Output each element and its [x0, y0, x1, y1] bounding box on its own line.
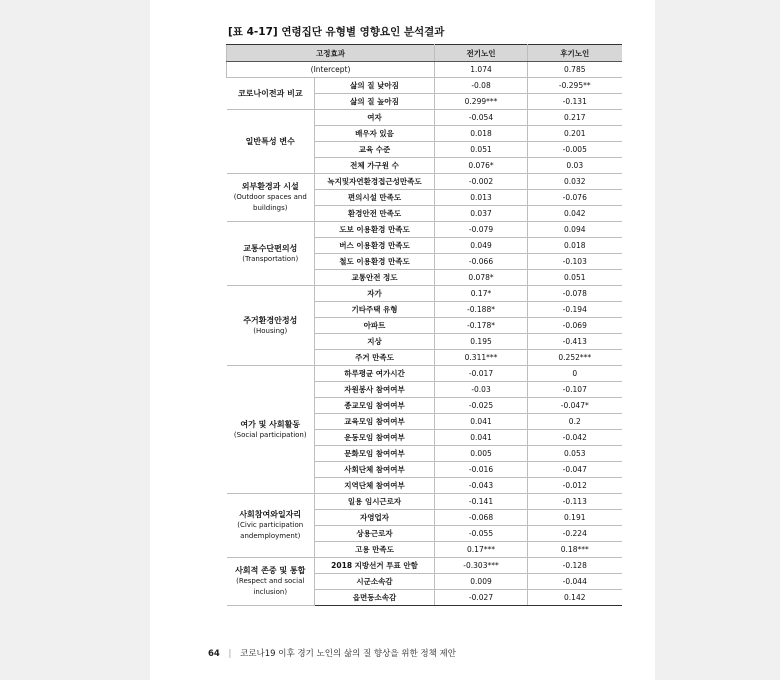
coefficient-late: 0.201: [528, 126, 622, 142]
coefficient-late: -0.069: [528, 318, 622, 334]
variable-label: 도보 이용환경 만족도: [315, 222, 435, 238]
table-row: [227, 110, 622, 126]
coefficient-early: -0.188*: [435, 302, 528, 318]
variable-label: 철도 이용환경 만족도: [315, 254, 435, 270]
coefficient-early: -0.016: [435, 462, 528, 478]
table-header-row: [227, 45, 622, 62]
coefficient-late: -0.047*: [528, 398, 622, 414]
variable-label: 2018 지방선거 투표 안함: [315, 558, 435, 574]
page-number: 64: [208, 649, 220, 659]
coefficient-early: 0.018: [435, 126, 528, 142]
category-name: 일반특성 변수: [245, 137, 295, 146]
coefficient-late: 0.032: [528, 174, 622, 190]
document-page: [150, 0, 655, 680]
category-name: 사회적 존중 및 통합: [235, 566, 306, 575]
variable-label: 자가: [315, 286, 435, 302]
footer-separator: |: [228, 649, 232, 659]
coefficient-early: -0.002: [435, 174, 528, 190]
variable-label: 시군소속감: [315, 574, 435, 590]
category-english-name: (Housing): [253, 326, 288, 335]
table-row: [227, 174, 622, 190]
coefficient-early: 0.078*: [435, 270, 528, 286]
coefficient-late: -0.128: [528, 558, 622, 574]
intercept-value-late: 0.785: [528, 62, 622, 78]
category-name: 외부환경과 시설: [241, 182, 299, 191]
coefficient-early: -0.178*: [435, 318, 528, 334]
variable-label: 상용근로자: [315, 526, 435, 542]
coefficient-early: -0.043: [435, 478, 528, 494]
category-name: 사회참여와일자리: [239, 510, 302, 519]
category-cell: [227, 286, 315, 366]
variable-label: 읍면동소속감: [315, 590, 435, 606]
coefficient-early: 0.311***: [435, 350, 528, 366]
variable-label: 편의시설 만족도: [315, 190, 435, 206]
coefficient-late: -0.103: [528, 254, 622, 270]
variable-label: 환경안전 만족도: [315, 206, 435, 222]
coefficient-early: 0.299***: [435, 94, 528, 110]
category-cell: [227, 110, 315, 174]
variable-label: 자원봉사 참여여부: [315, 382, 435, 398]
coefficient-late: 0.018: [528, 238, 622, 254]
coefficient-late: 0.217: [528, 110, 622, 126]
coefficient-early: 0.041: [435, 430, 528, 446]
variable-label: 교육 수준: [315, 142, 435, 158]
coefficient-early: 0.041: [435, 414, 528, 430]
coefficient-late: 0.191: [528, 510, 622, 526]
coefficient-early: 0.17*: [435, 286, 528, 302]
coefficient-late: -0.076: [528, 190, 622, 206]
coefficient-late: 0: [528, 366, 622, 382]
coefficient-early: -0.017: [435, 366, 528, 382]
coefficient-late: 0.042: [528, 206, 622, 222]
variable-label: 아파트: [315, 318, 435, 334]
variable-label: 일용 임시근로자: [315, 494, 435, 510]
category-english-name: (Civic participation andemployment): [237, 521, 304, 540]
coefficient-late: -0.113: [528, 494, 622, 510]
variable-label: 녹지및자연환경접근성만족도: [315, 174, 435, 190]
variable-label: 자영업자: [315, 510, 435, 526]
coefficient-early: -0.054: [435, 110, 528, 126]
variable-label: 삶의 질 높아짐: [315, 94, 435, 110]
variable-label: 주거 만족도: [315, 350, 435, 366]
variable-label: 여자: [315, 110, 435, 126]
coefficient-early: 0.051: [435, 142, 528, 158]
category-name: 코로나이전과 비교: [237, 89, 303, 98]
category-cell: [227, 558, 315, 606]
header-late-elderly: 후기노인: [528, 45, 622, 62]
coefficient-early: 0.195: [435, 334, 528, 350]
coefficient-early: -0.066: [435, 254, 528, 270]
coefficient-late: -0.224: [528, 526, 622, 542]
coefficient-early: 0.005: [435, 446, 528, 462]
category-english-name: (Transportation): [242, 254, 299, 263]
coefficient-late: -0.042: [528, 430, 622, 446]
category-cell: [227, 78, 315, 110]
coefficient-late: -0.012: [528, 478, 622, 494]
coefficient-early: 0.049: [435, 238, 528, 254]
header-fixed-effects: 고정효과: [227, 45, 435, 62]
table-title: [표 4-17] 연령집단 유형별 영향요인 분석결과: [228, 26, 445, 38]
category-cell: [227, 174, 315, 222]
variable-label: 버스 이용환경 만족도: [315, 238, 435, 254]
coefficient-early: 0.076*: [435, 158, 528, 174]
category-english-name: (Respect and social inclusion): [236, 577, 305, 596]
coefficient-early: 0.009: [435, 574, 528, 590]
table-row: [227, 494, 622, 510]
variable-label: 삶의 질 낮아짐: [315, 78, 435, 94]
coefficient-late: -0.295**: [528, 78, 622, 94]
table-row: [227, 366, 622, 382]
variable-label: 기타주택 유형: [315, 302, 435, 318]
intercept-label: (Intercept): [227, 62, 435, 78]
coefficient-early: 0.037: [435, 206, 528, 222]
variable-label: 지상: [315, 334, 435, 350]
coefficient-late: 0.142: [528, 590, 622, 606]
coefficient-late: -0.131: [528, 94, 622, 110]
category-cell: [227, 222, 315, 286]
coefficient-early: -0.03: [435, 382, 528, 398]
table-row: [227, 222, 622, 238]
coefficient-late: -0.194: [528, 302, 622, 318]
coefficient-early: -0.055: [435, 526, 528, 542]
table-row: [227, 286, 622, 302]
category-english-name: (Social participation): [233, 430, 307, 439]
coefficient-early: -0.303***: [435, 558, 528, 574]
running-title: 코로나19 이후 경기 노인의 삶의 질 향상을 위한 정책 제안: [240, 649, 456, 659]
coefficient-late: -0.413: [528, 334, 622, 350]
regression-results-table: [226, 44, 622, 606]
coefficient-late: -0.044: [528, 574, 622, 590]
variable-label: 고용 만족도: [315, 542, 435, 558]
variable-label: 종교모임 참여여부: [315, 398, 435, 414]
coefficient-early: -0.068: [435, 510, 528, 526]
category-name: 여가 및 사회활동: [240, 419, 301, 429]
intercept-value-early: 1.074: [435, 62, 528, 78]
variable-label: 교통안전 정도: [315, 270, 435, 286]
coefficient-early: -0.079: [435, 222, 528, 238]
header-early-elderly: 전기노인: [435, 45, 528, 62]
variable-label: 하루평균 여가시간: [315, 366, 435, 382]
variable-label: 지역단체 참여여부: [315, 478, 435, 494]
coefficient-late: -0.078: [528, 286, 622, 302]
coefficient-late: 0.053: [528, 446, 622, 462]
intercept-row: [227, 62, 622, 78]
coefficient-late: 0.252***: [528, 350, 622, 366]
coefficient-late: -0.005: [528, 142, 622, 158]
coefficient-late: 0.094: [528, 222, 622, 238]
coefficient-early: -0.027: [435, 590, 528, 606]
category-name: 주거환경안정성: [243, 315, 298, 325]
coefficient-early: 0.17***: [435, 542, 528, 558]
coefficient-early: -0.141: [435, 494, 528, 510]
category-name: 교통수단편의성: [243, 243, 298, 253]
page-footer: [208, 647, 456, 659]
coefficient-early: -0.08: [435, 78, 528, 94]
variable-label: 교육모임 참여여부: [315, 414, 435, 430]
category-english-name: (Outdoor spaces and buildings): [233, 193, 307, 212]
variable-label: 문화모임 참여여부: [315, 446, 435, 462]
category-cell: [227, 366, 315, 494]
coefficient-early: 0.013: [435, 190, 528, 206]
coefficient-late: 0.03: [528, 158, 622, 174]
coefficient-late: 0.051: [528, 270, 622, 286]
variable-label: 전체 가구원 수: [315, 158, 435, 174]
coefficient-early: -0.025: [435, 398, 528, 414]
table-row: [227, 558, 622, 574]
coefficient-late: -0.107: [528, 382, 622, 398]
coefficient-late: 0.2: [528, 414, 622, 430]
category-cell: [227, 494, 315, 558]
coefficient-late: -0.047: [528, 462, 622, 478]
variable-label: 운동모임 참여여부: [315, 430, 435, 446]
table-row: [227, 78, 622, 94]
coefficient-late: 0.18***: [528, 542, 622, 558]
variable-label: 배우자 있음: [315, 126, 435, 142]
variable-label: 사회단체 참여여부: [315, 462, 435, 478]
